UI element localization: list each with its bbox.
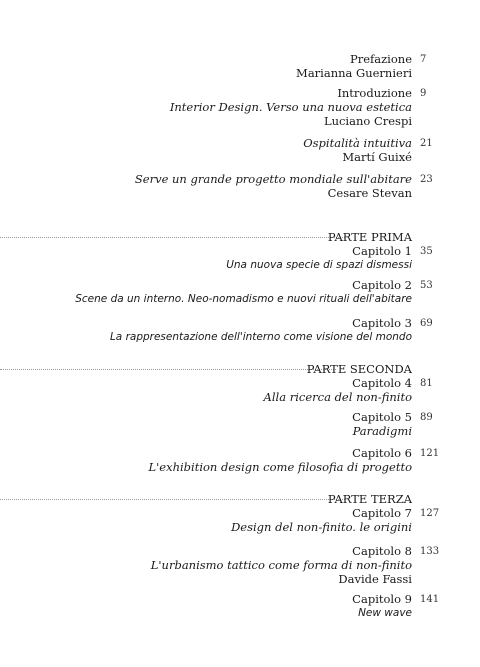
toc-entry[interactable] [231,506,412,534]
toc-entry[interactable] [170,86,412,128]
page-number: 127 [420,508,440,519]
toc-entry-line: Luciano Crespi [323,114,412,128]
toc-entry-title: Capitolo 4 [352,376,412,390]
toc-entry-line: Alla ricerca del non-finito [263,390,412,404]
toc-entry[interactable] [352,592,412,620]
toc-entry-line: Cesare Stevan [327,186,412,200]
toc-entry-title: Ospitalità intuitiva [303,136,412,150]
part-divider-line [0,237,345,238]
part-heading: PARTE SECONDA [306,362,412,376]
page-number: 53 [420,280,433,291]
page-number: 35 [420,246,433,257]
page-number: 81 [420,378,433,389]
toc-entry[interactable] [303,136,412,164]
toc-entry-line: L'exhibition design come filosofia di progetto [148,460,412,474]
toc-entry-title: Capitolo 1 [352,244,412,258]
page-number: 7 [420,54,427,65]
toc-entry-title: Capitolo 9 [352,592,412,606]
toc-entry-title: Introduzione [337,86,412,100]
toc-entry-line: Marianna Guernieri [296,66,412,80]
toc-entry-title: Capitolo 5 [352,410,412,424]
toc-entry[interactable] [75,278,412,306]
toc-entry-line: Scene da un interno. Neo-nomadismo e nuovi rituali dell'abitare [75,293,412,305]
toc-entry-line: Una nuova specie di spazi dismessi [226,259,412,271]
toc-entry[interactable] [226,244,412,272]
toc-entry[interactable] [296,52,412,80]
page-number: 121 [420,448,440,459]
part-divider-line [0,499,345,500]
page-number: 89 [420,412,433,423]
toc-entry[interactable] [135,172,412,200]
toc-entry[interactable] [149,446,413,474]
toc-entry-title: Capitolo 8 [352,544,412,558]
page-number: 9 [420,88,427,99]
toc-entry[interactable] [352,410,412,438]
toc-entry-title: Capitolo 6 [352,446,412,460]
toc-entry-line: L'urbanismo tattico come forma di non-finito [150,558,412,572]
toc-entry-line: New wave [358,607,412,619]
page-number: 69 [420,318,433,329]
part-heading: PARTE PRIMA [327,230,412,244]
toc-entry-line: Interior Design. Verso una nuova estetica [169,100,412,114]
page-number: 141 [420,594,440,605]
toc-entry-title: Capitolo 3 [352,316,412,330]
toc-entry-line: Davide Fassi [338,572,412,586]
toc-entry-line: La rappresentazione dell'interno come visione del mondo [109,331,412,343]
toc-entry-title: Serve un grande progetto mondiale sull'abitare [134,172,412,186]
page-number: 133 [420,546,440,557]
toc-entry-title: Prefazione [349,52,412,66]
part-divider-line [0,369,336,370]
toc-entry-line: Design del non-finito. le origini [231,520,412,534]
toc-entry[interactable] [264,376,412,404]
part-heading: PARTE TERZA [327,492,412,506]
toc-entry[interactable] [151,544,412,586]
toc-entry-line: Martí Guixé [342,150,412,164]
page-number: 23 [420,174,433,185]
toc-entry-title: Capitolo 7 [352,506,412,520]
toc-entry-title: Capitolo 2 [352,278,412,292]
toc-entry[interactable] [110,316,412,344]
page-number: 21 [420,138,433,149]
toc-entry-line: Paradigmi [352,424,412,438]
